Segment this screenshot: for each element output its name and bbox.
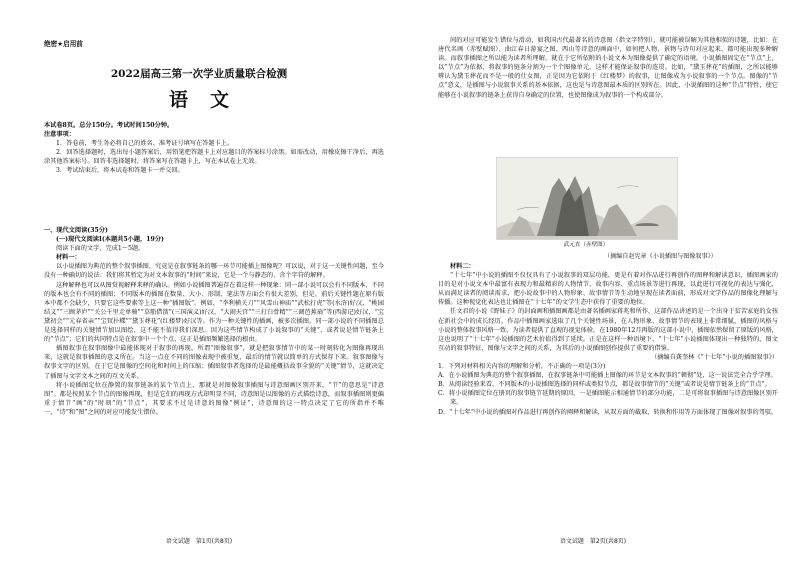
paragraph-1: 以小说插图为典范的整个叙事插图，究竟是在叙事链条的哪一环节可能插上图像呢？可以说，对于这一关键性问题，至今没有一种确切的说法：我们将其暂定为对文本叙事的“时间”来说，它是一个与静态的、含个字符的解释。 <box>44 263 384 280</box>
page-footer-left: 语文试题 第1页(共8页) <box>165 538 233 545</box>
paragraph-3: 插图叙事在叙事图像中最能体现对于叙事的再现。所谓“图像叙事”，就是把叙事情节中的某一时刻转化为图像再现出来，这就是叙事插图的意义所在。当这一点在不同的图像表现中被重复，最后的情节就以简单的方式保存下来。叙事图像与叙事文字的区别，在于它是图像的空间化和时间上的压缩；插图叙事者选择的是最能概括故事全貌的“关键”情节，这就决定了插图与文字文本之间的互文关系。 <box>44 345 384 380</box>
page-footer-right: 语文试题 第2页(共8页) <box>559 538 627 545</box>
reading-section <box>44 226 384 417</box>
landscape-painting <box>496 157 678 240</box>
continued-text <box>438 36 778 100</box>
exam-title: 2022届高三第一次学业质量联合检测 <box>110 68 288 80</box>
material2-paragraph-2: 任文君的小说《野妹子》的封面画和插图画都是由著名插画家蒋兆和所作，这部作品讲述的是一个出身于贫苦家庭的女孩在新社会中的成长经历，作品中插图画家选取了几个关键性场景，在人物形象、故事情节的表现上非常细腻，插图的风格与小说的整体叙事风格一致，为读者提供了直观的视觉体验。在1980年12月再版的这部小说中，插图依然保留了原版的风格，这也说明了“十七年”小说插图的艺术价值得到了延续。正是在这样一种语境下，“十七年”小说插图体现出一种独特的、图文互动的叙事特征，图像与文字之间的关系，为其后的小说插图创作提供了重要的借鉴。 <box>438 308 778 352</box>
top-paragraph: 间的对应可能发生错位与滑动，如我国古代最著名的诗意图（指文字特别），就可能被误解为其他相似的诗题，比如：在唐代名画（赤壁赋图）、曲江春日游宴之图、西山等诗意的画面中，如何把人物、景物与诗句对应起来，都可能出现多种解读。而叙事插图之所以能为读者所理解，就在于它所依附的小说文本为图像提供了确定的语境。小说插图固定在“节点”上，以“节点”为依据，将叙事的链条分割为一个个图像单元，这样才能保证叙事的连贯。比如，“黛玉葬花”的插图，之所以能够辨认为黛玉葬花而不是一般的仕女图，正是因为它依附于《红楼梦》的叙事，让图像成为小说叙事的一个节点。图像的“节点”意义，是插图与小说叙事关系的基本依据，这也是与诗意图最本质的区别所在。因此，小说插图的这种“节点”特性，使它能够在小说叙事的链条上获得自身确定的位置，也使图像成为叙事的一个构成部分。 <box>438 37 778 99</box>
page-left <box>10 0 388 562</box>
exam-notes <box>44 121 384 176</box>
section-heading: 一、现代文阅读(35分) <box>44 227 108 234</box>
option-d: D．“十七年”中小说的插图对作品进行再创作的阐释和解读，从双方面的截取、转换和作用等方面体现了图像对叙事的驾驭。 <box>438 408 778 416</box>
material2-paragraph-1: “十七年”中小说的插图不仅仅具有了小说叙事的双层功能，更是有着对作品进行再创作的图释和解读意识，插图画家的目的是对小说文本中最富有表现力和最精彩的人物情节、故事内容、重点场景等进行再现，以此进行可视化的表达与强化，从而满足读者的阅读需求，把小说故事中的人物形象、故事情节等生动地呈现在读者面前，形成对文学作品的图像化理解与传播。这种视觉化表达也让插图在“十七年”的文学生态中获得了重要的地位。 <box>438 272 778 307</box>
painting-caption: 武元直（赤壁图） <box>563 242 609 248</box>
notice-3: 3．考试结束后，将本试卷和答题卡一并交回。 <box>56 167 184 175</box>
option-b: B．从阅读经验来看，不同版本的小说插图选择的同样或类似节点，都是故事情节的“关键”或者说是情节链条上的“节点”。 <box>438 381 771 389</box>
page-right <box>404 0 782 562</box>
material2-block <box>438 262 778 417</box>
notice-1: 1．答卷前，考生务必将自己的姓名、准考证号填写在答题卡上。 <box>56 140 234 148</box>
painting-image <box>497 158 677 239</box>
instruction: 阅读下面的文字，完成1～5题。 <box>56 245 145 253</box>
material2-label: 材料二： <box>450 263 475 270</box>
option-a: A．在小说插图为典范的整个叙事插图，在叙事链条中可能插上图像的环节是文本叙事的“顿彻”处，这一说法完全合乎学理。 <box>438 372 777 380</box>
exam-info: 本试卷8页。总分150分。考试时间150分钟。 <box>44 122 174 129</box>
material1-credit: （摘编自赵宪章《小说插图与图像叙事》） <box>604 253 717 260</box>
subject-title: 语文 <box>168 89 251 111</box>
secret-label: 绝密★启用前 <box>44 40 83 48</box>
subsection-heading: (一)现代文阅读Ⅰ(本题共5小题，19分) <box>56 236 164 244</box>
paragraph-2: 这种解释也可以从图赏视解释来释的确认。例如小说插图普遍存在着这样一种现象：同一部小说可以会有不同版本，不同的版本也会有不同的插图；不同版本的插图在数量、大小、形制、笔法等方面会有很大差别，但是，前后关键性题在原有版本中都不会缺少，只要它这些要素等上这一种“插图版”。例如，“李利横关刀”“风雪山神庙”“武松打虎”等(水浒)好汉，“桃园结义”“三顾茅庐”“关公千里走单骑”“草船借箭”(三国演义)好汉，“大闹天宫”“三打白骨精”“三调芭蕉扇”等(西游记)好汉，“宝黛初会”“元春省亲”“宝钗扑蝶”“黛玉葬花”(红楼梦)好汉等。作为一种关键性的插画，被多次插图。同一部小说的不同插图总是选择同样的关键情节加以图绘，这不能不值得我们深思。因为这些情节构成了小说叙事的“关键”，或者说是情节链条上的“节点”；它们的共同特点是在叙事中一个个点，这正是插图频繁选择的根由。 <box>44 281 384 344</box>
notice-2: 2．回答选择题时，选出每小题答案后，用铅笔把答题卡上对应题目的答案标号涂黑。如需改动，用橡皮擦干净后，再选涂其他答案标号。回答非选择题时，将答案写在答题卡上，写在本试卷上无效。 <box>44 149 384 166</box>
question-1: 1．下列对材料相关内容的理解和分析，不正确的一项是(3分) <box>438 363 606 371</box>
material1-label: 材料一： <box>56 254 81 262</box>
notice-heading: 注意事项： <box>44 131 75 139</box>
paragraph-4: 将小说插图定位在静置的叙事链条的某个节点上，那就是对图像叙事插图与诗意图画区别开来，“节”的意思是“诗意图”。都是按照某个节点的图像再现，但是它们的再现方式却明显不同，诗意图是以图像的方式描绘诗意，而叙事插图则更偏重于情节“画”的“时刻”的“节点”，其要求不过是诗意的图像“例证”，诗意图的这一特点决定了它的所指并不唯一，“诗”和“图”之间的对应可能发生错位。 <box>44 381 384 416</box>
material2-credit: （摘编自龚奎林《“十七年”小说的插图叙事》） <box>651 353 778 361</box>
option-c: C．将小说插图定位在册页的叙事链节延期的原因，一是插图能示相通情节的部分功能，二是可将叙事插图与诗意图像区别开来。 <box>438 390 778 407</box>
